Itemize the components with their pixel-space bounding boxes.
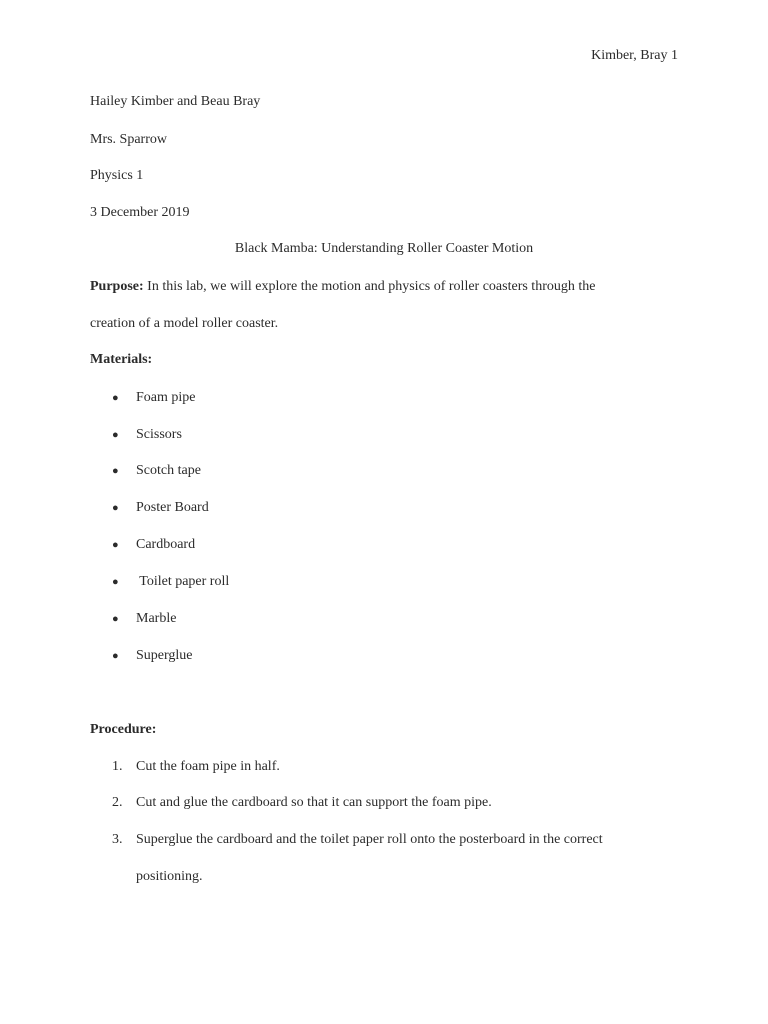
step-number: 3. — [112, 832, 123, 847]
list-item: Marble — [136, 611, 177, 626]
bullet-icon: ● — [112, 613, 119, 625]
purpose-paragraph — [90, 278, 595, 296]
running-head: Kimber, Bray 1 — [591, 48, 678, 63]
bullet-icon: ● — [112, 650, 119, 662]
class-name: Physics 1 — [90, 168, 144, 183]
step-text: Cut the foam pipe in half. — [136, 759, 280, 774]
procedure-heading: Procedure: — [90, 722, 157, 737]
list-item: Cardboard — [136, 537, 196, 552]
purpose-text: In this lab, we will explore the motion and physics of roller coasters through the — [143, 279, 596, 294]
step-number: 1. — [112, 759, 123, 774]
bullet-icon: ● — [112, 502, 119, 514]
materials-heading: Materials: — [90, 352, 153, 367]
step-number: 2. — [112, 795, 123, 810]
authors: Hailey Kimber and Beau Bray — [90, 94, 261, 109]
step-text: Cut and glue the cardboard so that it can support the foam pipe. — [136, 795, 492, 810]
bullet-icon: ● — [112, 576, 119, 588]
step-text: Superglue the cardboard and the toilet paper roll onto the posterboard in the correct — [136, 832, 603, 847]
teacher: Mrs. Sparrow — [90, 132, 167, 147]
list-item: Foam pipe — [136, 390, 196, 405]
list-item: Toilet paper roll — [136, 574, 230, 589]
bullet-icon: ● — [112, 429, 119, 441]
bullet-icon: ● — [112, 539, 119, 551]
document-title: Black Mamba: Understanding Roller Coaster Motion — [234, 241, 534, 256]
list-item: Superglue — [136, 648, 193, 663]
date: 3 December 2019 — [90, 205, 190, 220]
list-item: Scissors — [136, 427, 182, 442]
bullet-icon: ● — [112, 465, 119, 477]
purpose-text-continued: creation of a model roller coaster. — [90, 316, 279, 331]
list-item: Scotch tape — [136, 463, 201, 478]
bullet-icon: ● — [112, 392, 119, 404]
purpose-label: Purpose: — [90, 279, 144, 294]
list-item: Poster Board — [136, 500, 209, 515]
step-text-continued: positioning. — [136, 869, 203, 884]
